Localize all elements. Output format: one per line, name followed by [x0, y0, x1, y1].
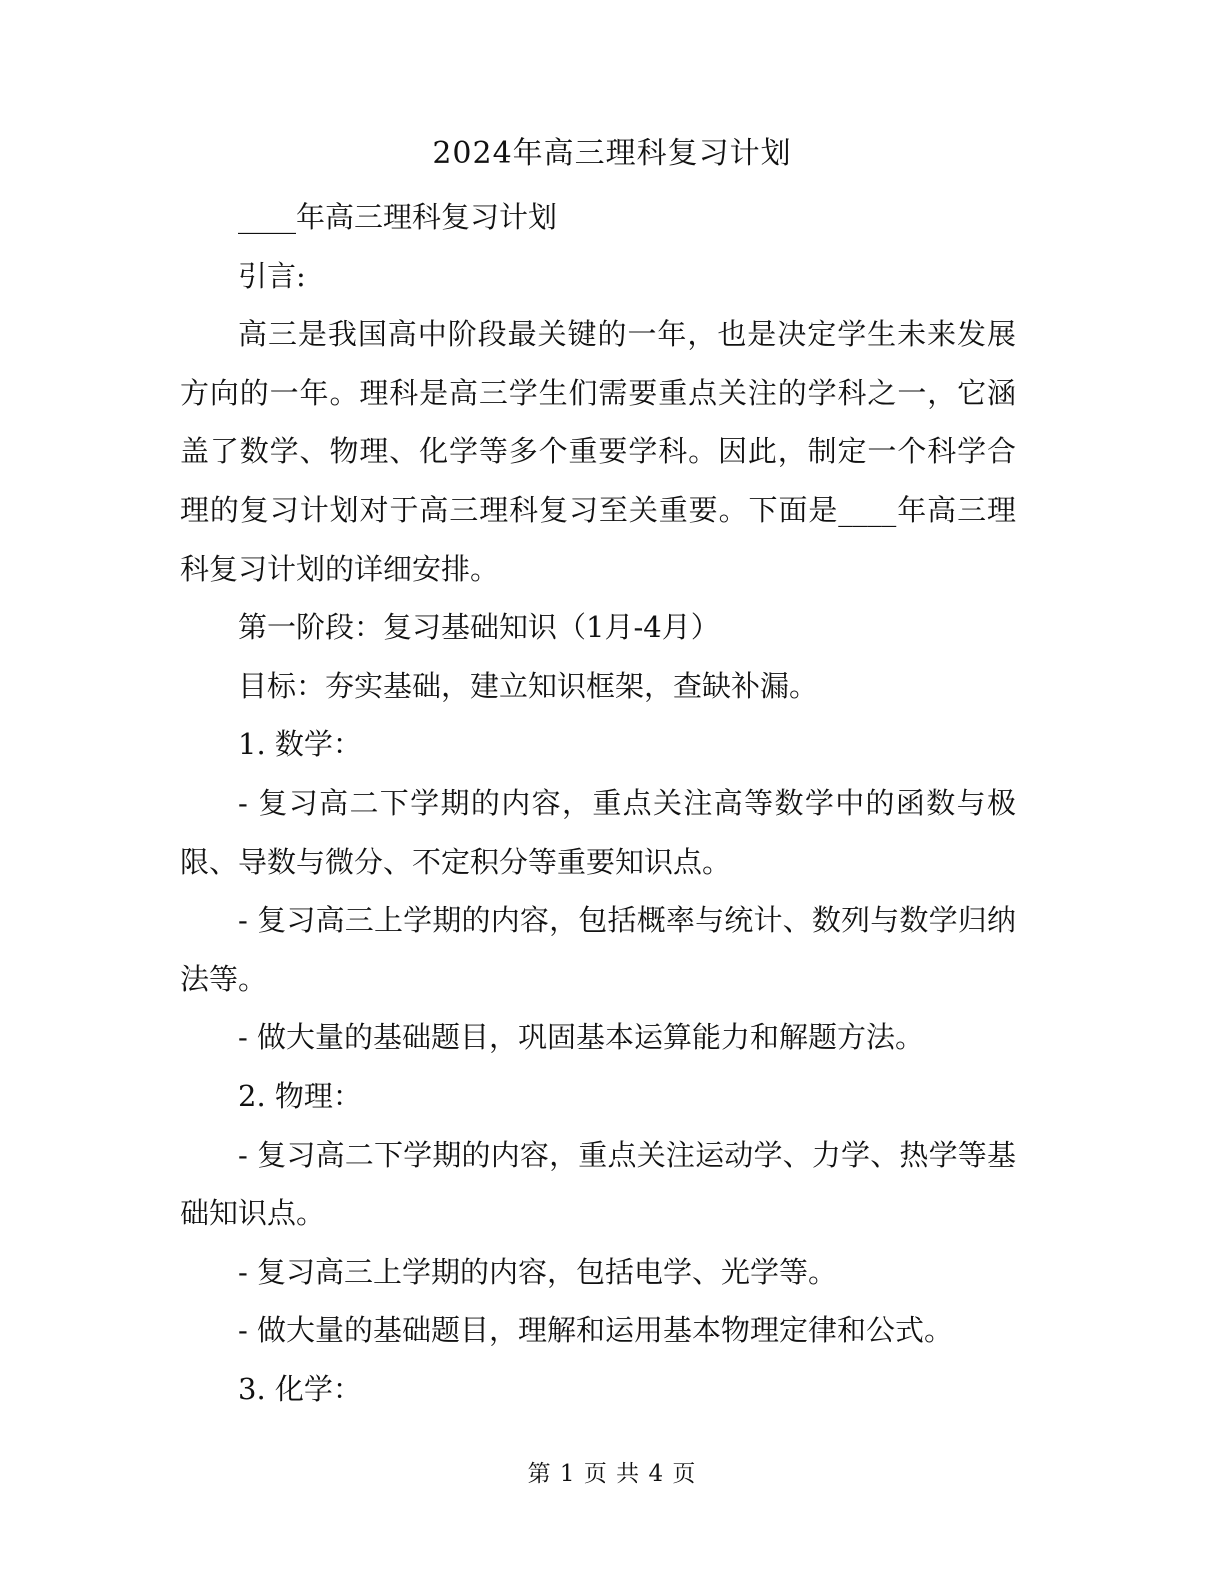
intro-heading: 引言:	[238, 258, 306, 293]
math-item: - 复习高二下学期的内容，重点关注高等数学中的函数与极限、导数与微分、不定积分等重要知识点。	[180, 785, 1016, 879]
physics-item: - 复习高二下学期的内容，重点关注运动学、力学、热学等基础知识点。	[180, 1137, 1016, 1231]
intro-paragraph: 高三是我国高中阶段最关键的一年，也是决定学生未来发展方向的一年。理科是高三学生们需要重点关注的学科之一，它涵盖了数学、物理、化学等多个重要学科。因此，制定一个科学合理的复习计划对于高三理科复习至关重要。下面是____年高三理科复习计划的详细安排。	[180, 317, 1016, 586]
math-item: - 做大量的基础题目，巩固基本运算能力和解题方法。	[238, 1020, 925, 1055]
stage-one-goal: 目标：夯实基础，建立知识框架，查缺补漏。	[238, 668, 819, 703]
math-item: - 复习高三上学期的内容，包括概率与统计、数列与数学归纳法等。	[180, 903, 1016, 996]
document-title: 2024年高三理科复习计划	[432, 136, 792, 171]
stage-one-heading: 第一阶段：复习基础知识（1月-4月）	[238, 610, 720, 645]
chemistry-heading: 3. 化学：	[238, 1371, 362, 1406]
document-body	[180, 188, 1016, 1418]
page-footer: 第 1 页 共 4 页	[527, 1461, 697, 1487]
physics-item: - 复习高三上学期的内容，包括电学、光学等。	[238, 1254, 838, 1289]
physics-heading: 2. 物理：	[238, 1078, 362, 1113]
math-heading: 1. 数学：	[238, 727, 362, 762]
physics-item: - 做大量的基础题目，理解和运用基本物理定律和公式。	[238, 1313, 954, 1348]
subtitle-paragraph: ____年高三理科复习计划	[238, 200, 558, 234]
